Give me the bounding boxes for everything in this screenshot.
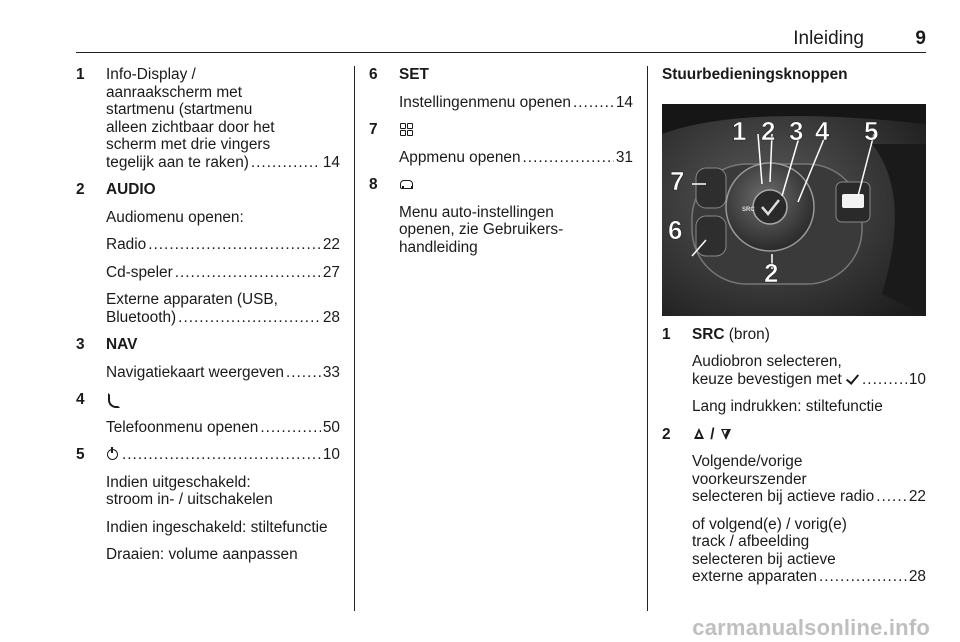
check-icon bbox=[846, 372, 860, 386]
item-text: aanraakscherm met bbox=[106, 83, 243, 101]
item-text: selecteren bij actieve bbox=[692, 550, 836, 568]
page-reference[interactable]: selecteren bij actieve radio ..... 22 bbox=[692, 488, 926, 506]
legend-item-6 bbox=[369, 66, 633, 111]
steering-wheel-figure bbox=[662, 104, 926, 316]
item-number: 2 bbox=[662, 425, 671, 443]
callout-3: 3 bbox=[789, 115, 804, 146]
item-text: track / afbeelding bbox=[692, 533, 810, 550]
page-reference[interactable]: Instellingenmenu openen ..... 14 bbox=[399, 94, 633, 112]
page-reference[interactable]: keuze bevestigen met ..... 10 bbox=[692, 371, 926, 389]
page-number: 9 bbox=[915, 28, 926, 49]
callout-2b: 2 bbox=[764, 257, 779, 288]
item-text: Lang indrukken: stiltefunctie bbox=[692, 398, 883, 415]
column-3 bbox=[662, 66, 926, 586]
item-number: 5 bbox=[76, 446, 85, 463]
legend-item-4 bbox=[76, 391, 340, 436]
section-title: Stuurbedieningsknoppen bbox=[662, 66, 848, 83]
item-text: Indien uitgeschakeld: bbox=[106, 473, 251, 491]
page-reference[interactable]: Bluetooth) ..... 28 bbox=[106, 309, 340, 327]
item-text: openen, zie Gebruikers- bbox=[399, 221, 564, 238]
item-number: 2 bbox=[76, 181, 85, 198]
page-reference[interactable]: Radio ..... 22 bbox=[106, 236, 340, 254]
legend-item-8 bbox=[369, 176, 633, 256]
page-reference[interactable]: Cd-speler ..... 27 bbox=[106, 264, 340, 282]
phone-icon bbox=[106, 392, 120, 406]
callout-5: 5 bbox=[864, 115, 879, 146]
item-text: Info-Display / bbox=[106, 66, 196, 83]
apps-icon bbox=[399, 122, 415, 136]
item-text: voorkeurszender bbox=[692, 470, 807, 488]
item-text: Externe apparaten (USB, bbox=[106, 291, 278, 308]
column-divider-left bbox=[354, 66, 355, 611]
previous-triangle-icon bbox=[719, 427, 733, 441]
item-text: Indien ingeschakeld: stiltefunctie bbox=[106, 518, 328, 536]
item-heading: AUDIO bbox=[106, 181, 156, 198]
callout-7: 7 bbox=[670, 165, 685, 196]
item-number: 1 bbox=[662, 325, 671, 343]
next-triangle-icon bbox=[692, 427, 706, 441]
item-text: Volgende/vorige bbox=[692, 453, 803, 470]
car-icon bbox=[399, 177, 413, 191]
item-text: Audiobron selecteren, bbox=[692, 353, 842, 370]
page-header bbox=[76, 30, 926, 52]
column-2 bbox=[369, 66, 633, 256]
page-reference[interactable]: Appmenu openen ..... 31 bbox=[399, 149, 633, 167]
item-text: Audiomenu openen: bbox=[106, 208, 244, 226]
page-reference[interactable]: tegelijk aan te raken) ..... 14 bbox=[106, 154, 340, 172]
callout-2: 2 bbox=[761, 115, 776, 146]
legend-item-7 bbox=[369, 121, 633, 166]
page-reference[interactable]: ..... 10 bbox=[106, 446, 340, 464]
page-reference[interactable]: Navigatiekaart weergeven ..... 33 bbox=[106, 364, 340, 382]
page-reference[interactable]: Telefoonmenu openen ..... 50 bbox=[106, 419, 340, 437]
legend-item-3 bbox=[76, 336, 340, 381]
power-icon bbox=[106, 447, 120, 461]
item-heading: NAV bbox=[106, 336, 138, 353]
item-heading: SET bbox=[399, 66, 429, 83]
item-number: 1 bbox=[76, 66, 85, 83]
page-title: Inleiding bbox=[793, 28, 864, 49]
steering-item-2: 2 / Volgende/vorige voorkeurszender selecteren bij actieve radio ..... 22 of volgend(e) / vorig(e) track / afbeelding selecteren bij actieve externe apparaten ..... 28 bbox=[662, 426, 926, 586]
item-number: 6 bbox=[369, 66, 378, 83]
legend-item-5 bbox=[76, 446, 340, 564]
item-number: 4 bbox=[76, 391, 85, 408]
watermark: carmanualsonline.info bbox=[692, 614, 930, 640]
page-reference[interactable]: externe apparaten ..... 28 bbox=[692, 568, 926, 586]
callout-1: 1 bbox=[732, 115, 747, 146]
item-text: scherm met drie vingers bbox=[106, 136, 271, 153]
steering-item-1 bbox=[662, 326, 926, 416]
item-text: startmenu (startmenu bbox=[106, 101, 253, 118]
item-text: stroom in- / uitschakelen bbox=[106, 491, 273, 508]
item-text: alleen zichtbaar door het bbox=[106, 118, 275, 136]
header-rule bbox=[76, 52, 926, 53]
callout-4: 4 bbox=[815, 115, 830, 146]
item-text: Draaien: volume aanpassen bbox=[106, 546, 298, 563]
callout-6: 6 bbox=[668, 214, 683, 245]
src-label: SRC bbox=[742, 206, 755, 213]
item-text: of volgend(e) / vorig(e) bbox=[692, 515, 847, 533]
item-text: handleiding bbox=[399, 238, 478, 256]
item-text: Menu auto-instellingen bbox=[399, 203, 554, 221]
item-heading: SRC (bron) bbox=[692, 325, 770, 343]
legend-item-2 bbox=[76, 181, 340, 326]
item-number: 8 bbox=[369, 176, 378, 193]
column-divider-right bbox=[647, 66, 648, 611]
column-1 bbox=[76, 66, 340, 564]
item-number: 7 bbox=[369, 121, 378, 138]
item-number: 3 bbox=[76, 336, 85, 353]
legend-item-1 bbox=[76, 66, 340, 171]
